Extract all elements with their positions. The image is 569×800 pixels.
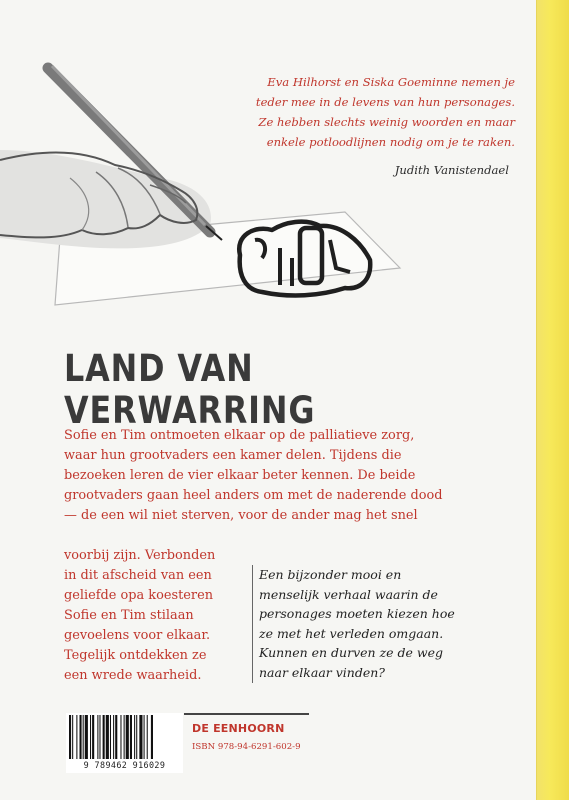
barcode-bar: [80, 715, 82, 759]
synopsis-narrow: [64, 546, 244, 686]
barcode-digits: 9 789462 916029: [83, 760, 166, 770]
quote-line: teder mee in de levens van hun personages.: [255, 95, 515, 109]
synopsis-line: Sofie en Tim ontmoeten elkaar op de palliatieve zorg,: [64, 428, 415, 443]
isbn-number: ISBN 978-94-6291-602-9: [192, 742, 301, 752]
barcode-bar: [110, 715, 111, 759]
barcode-bar: [120, 715, 121, 759]
barcode-bar: [69, 715, 71, 759]
barcode-bar: [136, 715, 137, 759]
synopsis-line: voorbij zijn. Verbonden: [64, 548, 216, 563]
barcode-bar: [130, 715, 132, 759]
pencil-drawing-illustration: [0, 0, 420, 345]
barcode-bar: [83, 715, 84, 759]
side-quote-line: menselijk verhaal waarin de: [259, 586, 438, 602]
barcode-bar: [139, 715, 142, 759]
side-quote-line: personages moeten kiezen hoe: [259, 606, 455, 622]
barcode-bar: [99, 715, 100, 759]
side-quote-line: naar elkaar vinden?: [259, 664, 385, 680]
side-quote: [252, 565, 511, 683]
book-title: [64, 348, 315, 432]
barcode-bar: [113, 715, 114, 759]
quote-line: Ze hebben slechts weinig woorden en maar: [258, 115, 515, 129]
side-quote-line: ze met het verleden omgaan.: [259, 625, 444, 641]
barcode-bar: [115, 715, 117, 759]
synopsis-line: bezoeken leren de vier elkaar beter kennen. De beide: [64, 468, 416, 483]
endorsement-quote: [210, 72, 515, 152]
barcode-bar: [106, 715, 109, 759]
barcode-bar: [90, 715, 91, 759]
synopsis-line: geliefde opa koesteren: [64, 588, 214, 603]
publisher-rule: [184, 713, 309, 715]
synopsis-line: een wrede waarheid.: [64, 668, 202, 683]
barcode-bar: [76, 715, 77, 759]
barcode-bar: [134, 715, 135, 759]
quote-author: Judith Vanistendael: [394, 163, 509, 177]
barcode-bar: [151, 715, 153, 759]
synopsis-line: gevoelens voor elkaar.: [64, 628, 211, 643]
barcode-bar: [92, 715, 94, 759]
synopsis-line: in dit afscheid van een: [64, 568, 212, 583]
side-quote-line: Een bijzonder mooi en: [259, 567, 402, 582]
barcode-bar: [147, 715, 148, 759]
synopsis-wide: [64, 426, 514, 526]
publisher-name: DE EENHOORN: [192, 722, 285, 735]
quote-line: enkele potloodlijnen nodig om je te raken.: [266, 135, 515, 149]
barcode-bar: [144, 715, 145, 759]
synopsis-line: grootvaders gaan heel anders om met de naderende dood: [64, 488, 443, 503]
barcode-bar: [124, 715, 125, 759]
barcode-bar: [85, 715, 88, 759]
barcode-bar: [97, 715, 98, 759]
barcode-bar: [126, 715, 129, 759]
book-spine: [536, 0, 569, 800]
synopsis-line: Tegelijk ontdekken ze: [64, 648, 207, 663]
barcode-bar: [103, 715, 105, 759]
synopsis-line: Sofie en Tim stilaan: [64, 608, 194, 623]
synopsis-line: waar hun grootvaders een kamer delen. Tijdens die: [64, 448, 402, 463]
barcode-bars: [66, 713, 183, 759]
barcode-bar: [72, 715, 73, 759]
title-line-2: VERWARRING: [64, 389, 316, 432]
quote-line: Eva Hilhorst en Siska Goeminne nemen je: [267, 75, 515, 89]
title-line-1: LAND VAN: [64, 347, 254, 390]
synopsis-line: — de een wil niet sterven, voor de ander mag het snel: [64, 508, 418, 523]
side-quote-line: Kunnen en durven ze de weg: [259, 645, 443, 661]
